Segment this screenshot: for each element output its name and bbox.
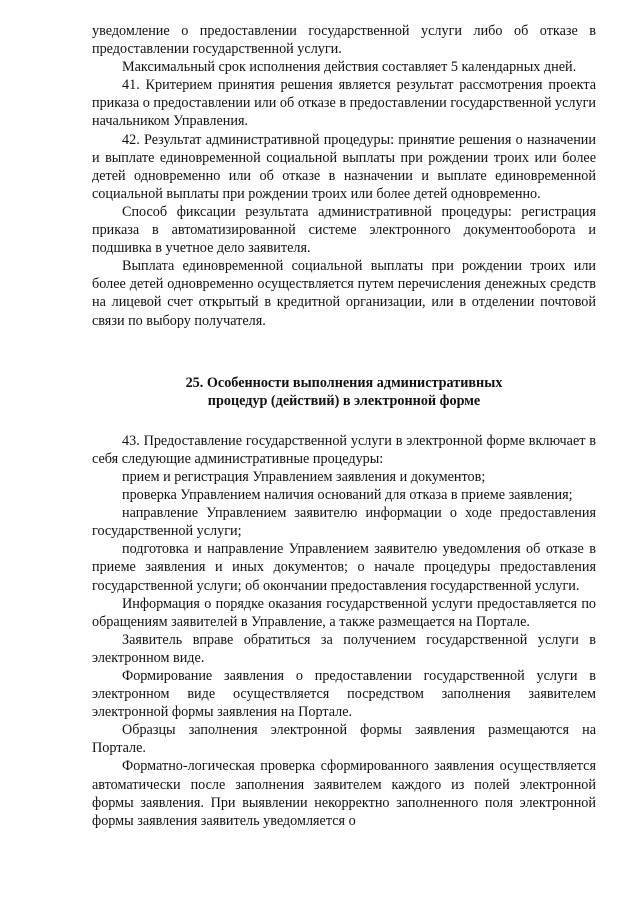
paragraph: Образцы заполнения электронной формы заявления размещаются на Портале.	[92, 722, 596, 757]
paragraph: Форматно-логическая проверка сформированного заявления осуществляется автоматически после заполнения заявителем каждого из полей электронной формы заявления. При выявлении некорректно заполненного поля электронной формы заявления заявитель уведомляется о	[92, 758, 596, 829]
spacer	[92, 410, 596, 432]
paragraph: Информация о порядке оказания государственной услуги предоставляется по обращениям заявителей в Управление, а также размещается на Портале.	[92, 595, 596, 630]
spacer	[92, 330, 596, 374]
paragraph: Заявитель вправе обратиться за получением государственной услуги в электронном виде.	[92, 631, 596, 666]
paragraph: Формирование заявления о предоставлении государственной услуги в электронном виде осуществляется посредством заполнения заявителем электронной формы заявления на Портале.	[92, 668, 596, 721]
list-item: подготовка и направление Управлением заявителю уведомления об отказе в приеме заявления и иных документов; о начале процедуры предоставления государственной услуги; об окончании предоставления государственной услуги.	[92, 541, 596, 594]
list-item: проверка Управлением наличия оснований для отказа в приеме заявления;	[122, 487, 573, 504]
paragraph-41: 41. Критерием принятия решения является результат рассмотрения проекта приказа о предоставлении или об отказе в предоставлении государственной услуги начальником Управления.	[92, 77, 596, 130]
list-item: направление Управлением заявителю информации о ходе предоставления государственной услуги;	[92, 505, 596, 540]
paragraph: Максимальный срок исполнения действия составляет 5 календарных дней.	[122, 59, 577, 76]
section-heading	[92, 374, 596, 410]
section-heading-line1: 25. Особенности выполнения административных	[185, 374, 503, 391]
list-item: прием и регистрация Управлением заявления и документов;	[122, 468, 486, 485]
paragraph-42: 42. Результат административной процедуры: принятие решения о назначении и выплате единовременной социальной выплаты при рождении троих или более детей одновременно или об отказе в назначении и выплате единовременной социальной выплаты при рождении троих или более детей одновременно.	[92, 131, 596, 202]
paragraph: Выплата единовременной социальной выплаты при рождении троих или более детей одновременно осуществляется путем перечисления денежных средств на лицевой счет открытый в кредитной организации, или в отделении почтовой связи по выбору получателя.	[92, 258, 596, 329]
paragraph-43: 43. Предоставление государственной услуги в электронной форме включает в себя следующие административные процедуры:	[92, 432, 596, 467]
paragraph: Способ фиксации результата административной процедуры: регистрация приказа в автоматизированной системе электронного документооборота и подшивка в учетное дело заявителя.	[92, 203, 596, 257]
paragraph-continuation: уведомление о предоставлении государственной услуги либо об отказе в предоставлении государственной услуги.	[92, 23, 596, 58]
section-heading-line2: процедур (действий) в электронной форме	[207, 392, 481, 409]
